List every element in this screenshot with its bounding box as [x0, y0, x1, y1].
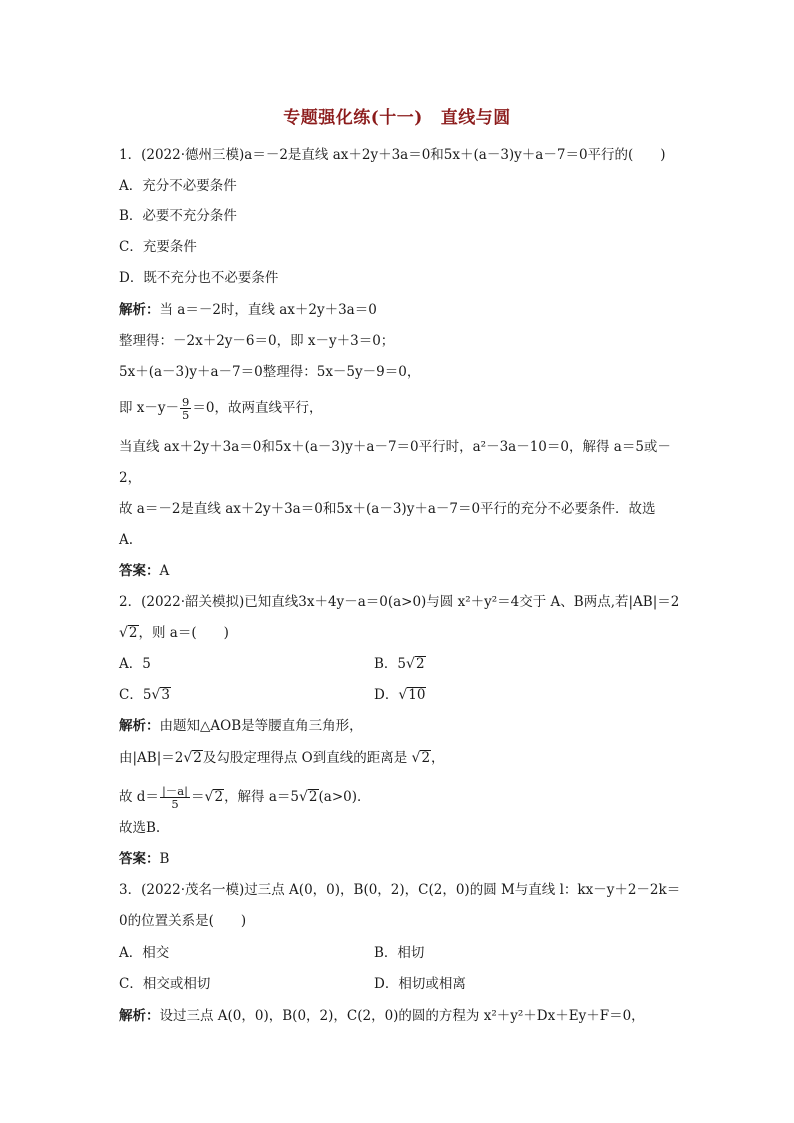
fraction: $\frac{|-a|}{5}$: [161, 784, 189, 811]
sqrt: √2: [119, 625, 138, 641]
q2-option-d: D．√10: [374, 687, 426, 703]
q1-analysis-7: 故 a＝－2是直线 ax＋2y＋3a＝0和5x＋(a－3)y＋a－7＝0平行的充分不必要条件．故选: [119, 501, 656, 517]
q2-option-a: A．5: [119, 656, 151, 672]
q1-option-b: B．必要不充分条件: [119, 208, 237, 224]
analysis-label: 解析：: [119, 302, 160, 318]
q3-analysis-1: 解析：设过三点 A(0，0)，B(0，2)，C(2，0)的圆的方程为 x²＋y²＋Dx＋Ey＋F＝0，: [119, 1008, 645, 1024]
q3-option-c: C．相交或相切: [119, 976, 211, 992]
q1-analysis-5: 当直线 ax＋2y＋3a＝0和5x＋(a－3)y＋a－7＝0平行时，a²－3a－10＝0，解得 a＝5或－: [119, 439, 671, 455]
q1-option-a: A．充分不必要条件: [119, 178, 237, 194]
q1-analysis-3: 5x＋(a－3)y＋a－7＝0整理得：5x－5y－9＝0，: [119, 364, 421, 380]
q2-stem-1: 2．(2022·韶关模拟)已知直线3x＋4y－a＝0(a>0)与圆 x²＋y²＝4交于 A、B两点,若|AB|＝2: [119, 594, 680, 610]
q2-option-b: B．5√2: [374, 656, 425, 672]
q3-option-a: A．相交: [119, 945, 170, 961]
q3-stem-1: 3．(2022·茂名一模)过三点 A(0，0)，B(0，2)，C(2，0)的圆 M与直线 l：kx－y＋2－2k＝: [119, 882, 681, 898]
q3-stem-2: 0的位置关系是( ): [119, 913, 247, 929]
q1-stem: 1．(2022·德州三模)a＝－2是直线 ax＋2y＋3a＝0和5x＋(a－3)y＋a－7＝0平行的( ): [119, 147, 666, 163]
q2-option-c: C．5√3: [119, 687, 170, 703]
q1-option-d: D．既不充分也不必要条件: [119, 270, 279, 286]
q2-analysis-4: 故选B.: [119, 820, 161, 836]
q2-analysis-2: 由|AB|＝2√2及勾股定理得点 O到直线的距离是 √2，: [119, 750, 445, 766]
q2-analysis-3: 故 d＝ $\frac{|-a|}{5}$ ＝√2，解得 a＝5√2(a>0)．: [119, 784, 371, 811]
q2-analysis-1: 解析：由题知△AOB是等腰直角三角形，: [119, 718, 363, 734]
q3-option-d: D．相切或相离: [374, 976, 466, 992]
q2-stem-2: √2，则 a＝( ): [119, 625, 229, 641]
q1-answer: 答案：A: [119, 563, 170, 579]
answer-label: 答案：: [119, 851, 160, 867]
page-title: 专题强化练(十一) 直线与圆: [283, 108, 511, 128]
fraction: $\frac{9}{5}$: [182, 395, 190, 422]
q1-analysis-4: 即 x－y－ $\frac{9}{5}$ ＝0，故两直线平行，: [119, 395, 323, 422]
answer-label: 答案：: [119, 563, 160, 579]
q1-analysis-2: 整理得：－2x＋2y－6＝0，即 x－y＋3＝0；: [119, 333, 395, 349]
analysis-label: 解析：: [119, 1008, 160, 1024]
q1-analysis-8: A.: [119, 532, 134, 548]
q1-analysis-6: 2，: [119, 470, 142, 486]
q2-answer: 答案：B: [119, 851, 170, 867]
q1-analysis-1: 解析：当 a＝－2时，直线 ax＋2y＋3a＝0: [119, 302, 377, 318]
q3-option-b: B．相切: [374, 945, 425, 961]
analysis-label: 解析：: [119, 718, 160, 734]
q1-option-c: C．充要条件: [119, 239, 197, 255]
